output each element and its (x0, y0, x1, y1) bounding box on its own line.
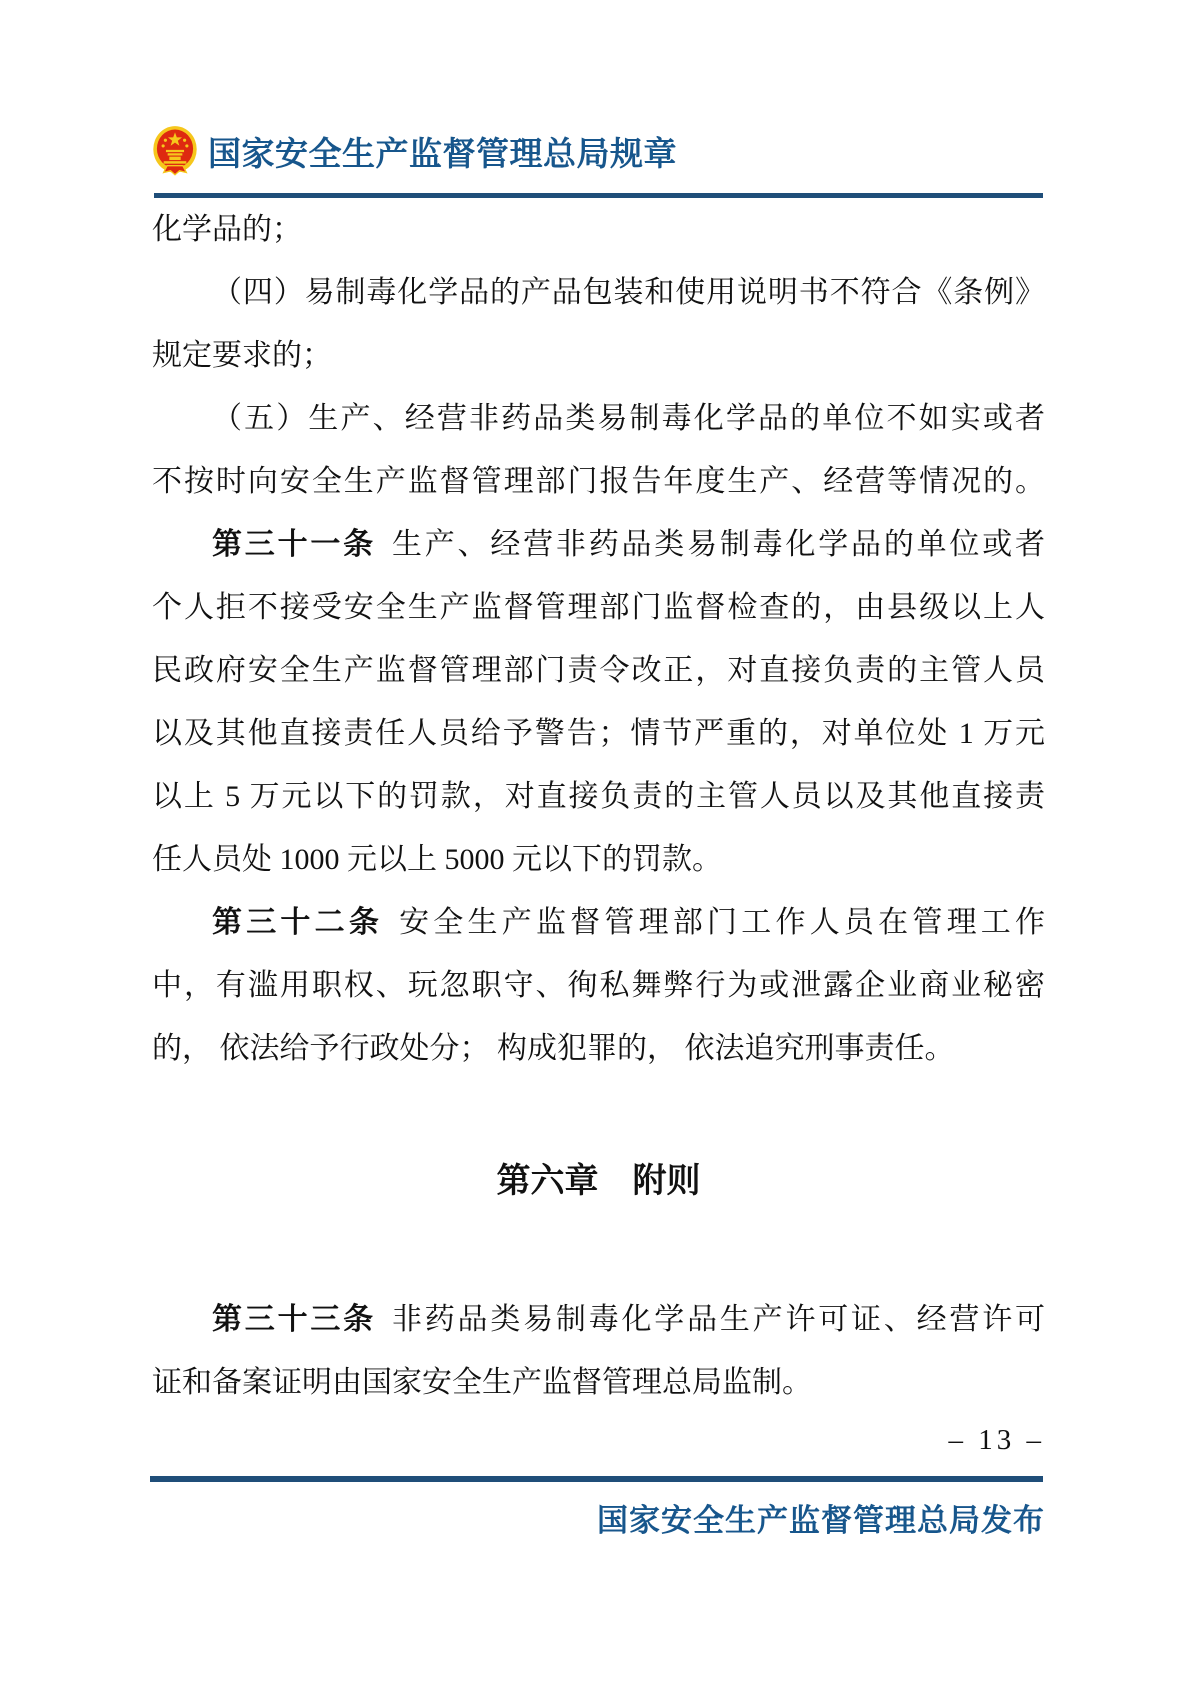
page-title: 国家安全生产监督管理总局规章 (208, 136, 677, 173)
body-line: （五）生产、经营非药品类易制毒化学品的单位不如实或者 (212, 402, 1045, 435)
article-number-label: 第三十二条 (212, 906, 384, 939)
body-line: 化学品的； (152, 213, 302, 246)
body-line-article-31 (152, 513, 1045, 576)
body-text (152, 198, 1045, 1080)
body-line: 以及其他直接责任人员给予警告；情节严重的，对单位处 1 万元 (152, 717, 1045, 750)
national-emblem-icon (152, 125, 198, 177)
body-line: 任人员处 1000 元以上 5000 元以下的罚款。 (152, 843, 722, 876)
footer-publisher: 国家安全生产监督管理总局发布 (597, 1503, 1045, 1538)
chapter-heading: 第六章 附则 (496, 1162, 701, 1200)
page-number: – 13 – (948, 1424, 1045, 1456)
body-line: （四）易制毒化学品的产品包装和使用说明书不符合《条例》 (212, 276, 1045, 309)
body-line: 不按时向安全生产监督管理部门报告年度生产、经营等情况的。 (152, 465, 1045, 498)
body-line-article-33 (152, 1288, 1045, 1351)
article-text: 安全生产监督管理部门工作人员在管理工作 (399, 906, 1045, 939)
body-line: 证和备案证明由国家安全生产监督管理总局监制。 (152, 1366, 812, 1399)
footer-divider-rule (150, 1476, 1043, 1482)
page-header (152, 122, 1045, 180)
article-text: 生产、经营非药品类易制毒化学品的单位或者 (391, 528, 1045, 561)
article-number-label: 第三十三条 (212, 1303, 376, 1336)
body-line: 个人拒不接受安全生产监督管理部门监督检查的，由县级以上人 (152, 591, 1045, 624)
article-text: 非药品类易制毒化学品生产许可证、经营许可 (391, 1303, 1045, 1336)
body-line: 的， 依法给予行政处分； 构成犯罪的， 依法追究刑事责任。 (152, 1032, 955, 1065)
body-line: 以上 5 万元以下的罚款，对直接负责的主管人员以及其他直接责 (152, 780, 1045, 813)
body-line: 民政府安全生产监督管理部门责令改正，对直接负责的主管人员 (152, 654, 1045, 687)
body-line: 中，有滥用职权、玩忽职守、徇私舞弊行为或泄露企业商业秘密 (152, 969, 1045, 1002)
body-line-article-32 (152, 891, 1045, 954)
closing-paragraph (152, 1288, 1045, 1414)
body-line: 规定要求的； (152, 339, 332, 372)
article-number-label: 第三十一条 (212, 528, 376, 561)
